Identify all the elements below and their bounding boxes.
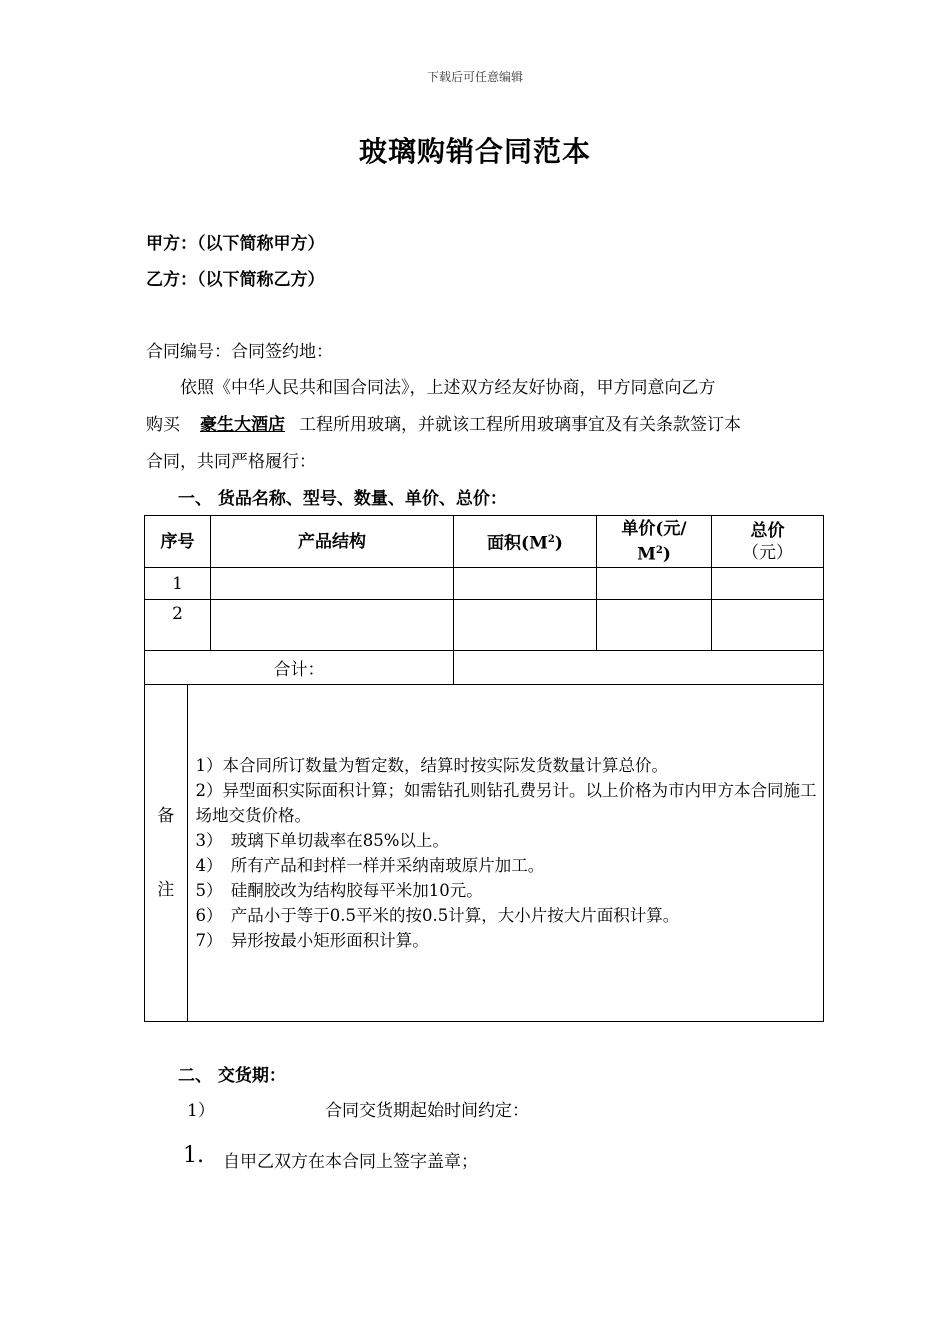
remark-item: 4） 所有产品和封样一样并采纳南玻原片加工。	[195, 856, 545, 875]
table-remarks-row	[145, 685, 824, 1022]
remarks-label	[145, 685, 187, 1021]
contract-info: 合同编号：合同签约地：	[146, 342, 333, 362]
header-area	[454, 516, 597, 568]
intro-line-3: 合同，共同严格履行：	[146, 452, 316, 472]
row-product	[211, 568, 454, 600]
clause-number: 1.	[183, 1143, 204, 1168]
table-header-row	[145, 516, 824, 568]
table-sum-row	[145, 651, 824, 685]
header-unit-price	[597, 516, 712, 568]
section-1-title: 一、 货品名称、型号、数量、单价、总价：	[178, 489, 507, 509]
header-unit-price-line-2	[597, 540, 711, 566]
remark-item: 3） 玻璃下单切裁率在85%以上。	[195, 831, 449, 850]
table-row	[145, 600, 824, 651]
party-b: 乙方：（以下简称乙方）	[146, 270, 325, 290]
header-area-end: )	[554, 533, 563, 554]
page-title: 玻璃购销合同范本	[358, 135, 591, 168]
remarks-container	[145, 685, 824, 1022]
remark-item: 6） 产品小于等于0.5平米的按0.5计算，大小片按大片面积计算。	[195, 906, 680, 925]
row-total	[712, 568, 824, 600]
remarks-label-2: 注	[157, 880, 175, 900]
remarks-inner-table	[145, 685, 823, 1021]
row-unit-price	[597, 568, 712, 600]
party-a: 甲方：（以下简称甲方）	[146, 234, 325, 254]
intro-line-2-prefix: 购买	[146, 415, 180, 435]
remark-item: 2）异型面积实际面积计算；如需钻孔则钻孔费另计。以上价格为市内甲方本合同施工场地交货价格。	[195, 781, 817, 825]
table-row	[145, 568, 824, 600]
intro-line-1: 依照《中华人民共和国合同法》，上述双方经友好协商，甲方同意向乙方	[180, 378, 716, 398]
header-area-sup: 2	[547, 533, 555, 545]
goods-table	[144, 515, 824, 1022]
project-name: 豪生大酒店	[200, 415, 285, 435]
sum-value	[454, 651, 824, 685]
header-unit-price-sup: 2	[655, 544, 663, 556]
row-area	[454, 600, 597, 651]
remark-item: 5） 硅酮胶改为结构胶每平米加10元。	[195, 881, 483, 900]
sum-label: 合计：	[145, 651, 454, 685]
header-seq: 序号	[145, 516, 211, 568]
row-area	[454, 568, 597, 600]
header-unit-price-m: M	[637, 544, 656, 565]
header-area-text: 面积(M	[487, 533, 548, 554]
header-unit-price-end: )	[662, 544, 671, 565]
row-seq: 1	[145, 568, 211, 600]
header-total-line-1: 总价	[750, 520, 785, 541]
remarks-label-1: 备	[157, 806, 175, 826]
intro-line-2-suffix: 工程所用玻璃，并就该工程所用玻璃事宜及有关条款签订本	[299, 415, 741, 435]
row-unit-price	[597, 600, 712, 651]
clause-text: 自甲乙双方在本合同上签字盖章；	[223, 1152, 478, 1172]
section-2-title: 二、 交货期：	[178, 1066, 286, 1086]
row-total	[712, 600, 824, 651]
row-product	[211, 600, 454, 651]
delivery-item-number: 1）	[187, 1101, 215, 1121]
header-total	[712, 516, 824, 568]
header-product: 产品结构	[211, 516, 454, 568]
remark-item: 7） 异形按最小矩形面积计算。	[195, 931, 429, 950]
header-note: 下载后可任意编辑	[426, 70, 523, 84]
header-unit-price-line-1: 单价(元/	[621, 518, 687, 539]
header-total-line-2: （元）	[742, 542, 793, 563]
remarks-text	[187, 685, 823, 1021]
row-seq: 2	[145, 600, 211, 651]
delivery-item-text: 合同交货期起始时间约定：	[325, 1101, 529, 1121]
remark-item: 1）本合同所订数量为暂定数，结算时按实际发货数量计算总价。	[195, 756, 668, 775]
intro-line-2	[146, 410, 741, 435]
